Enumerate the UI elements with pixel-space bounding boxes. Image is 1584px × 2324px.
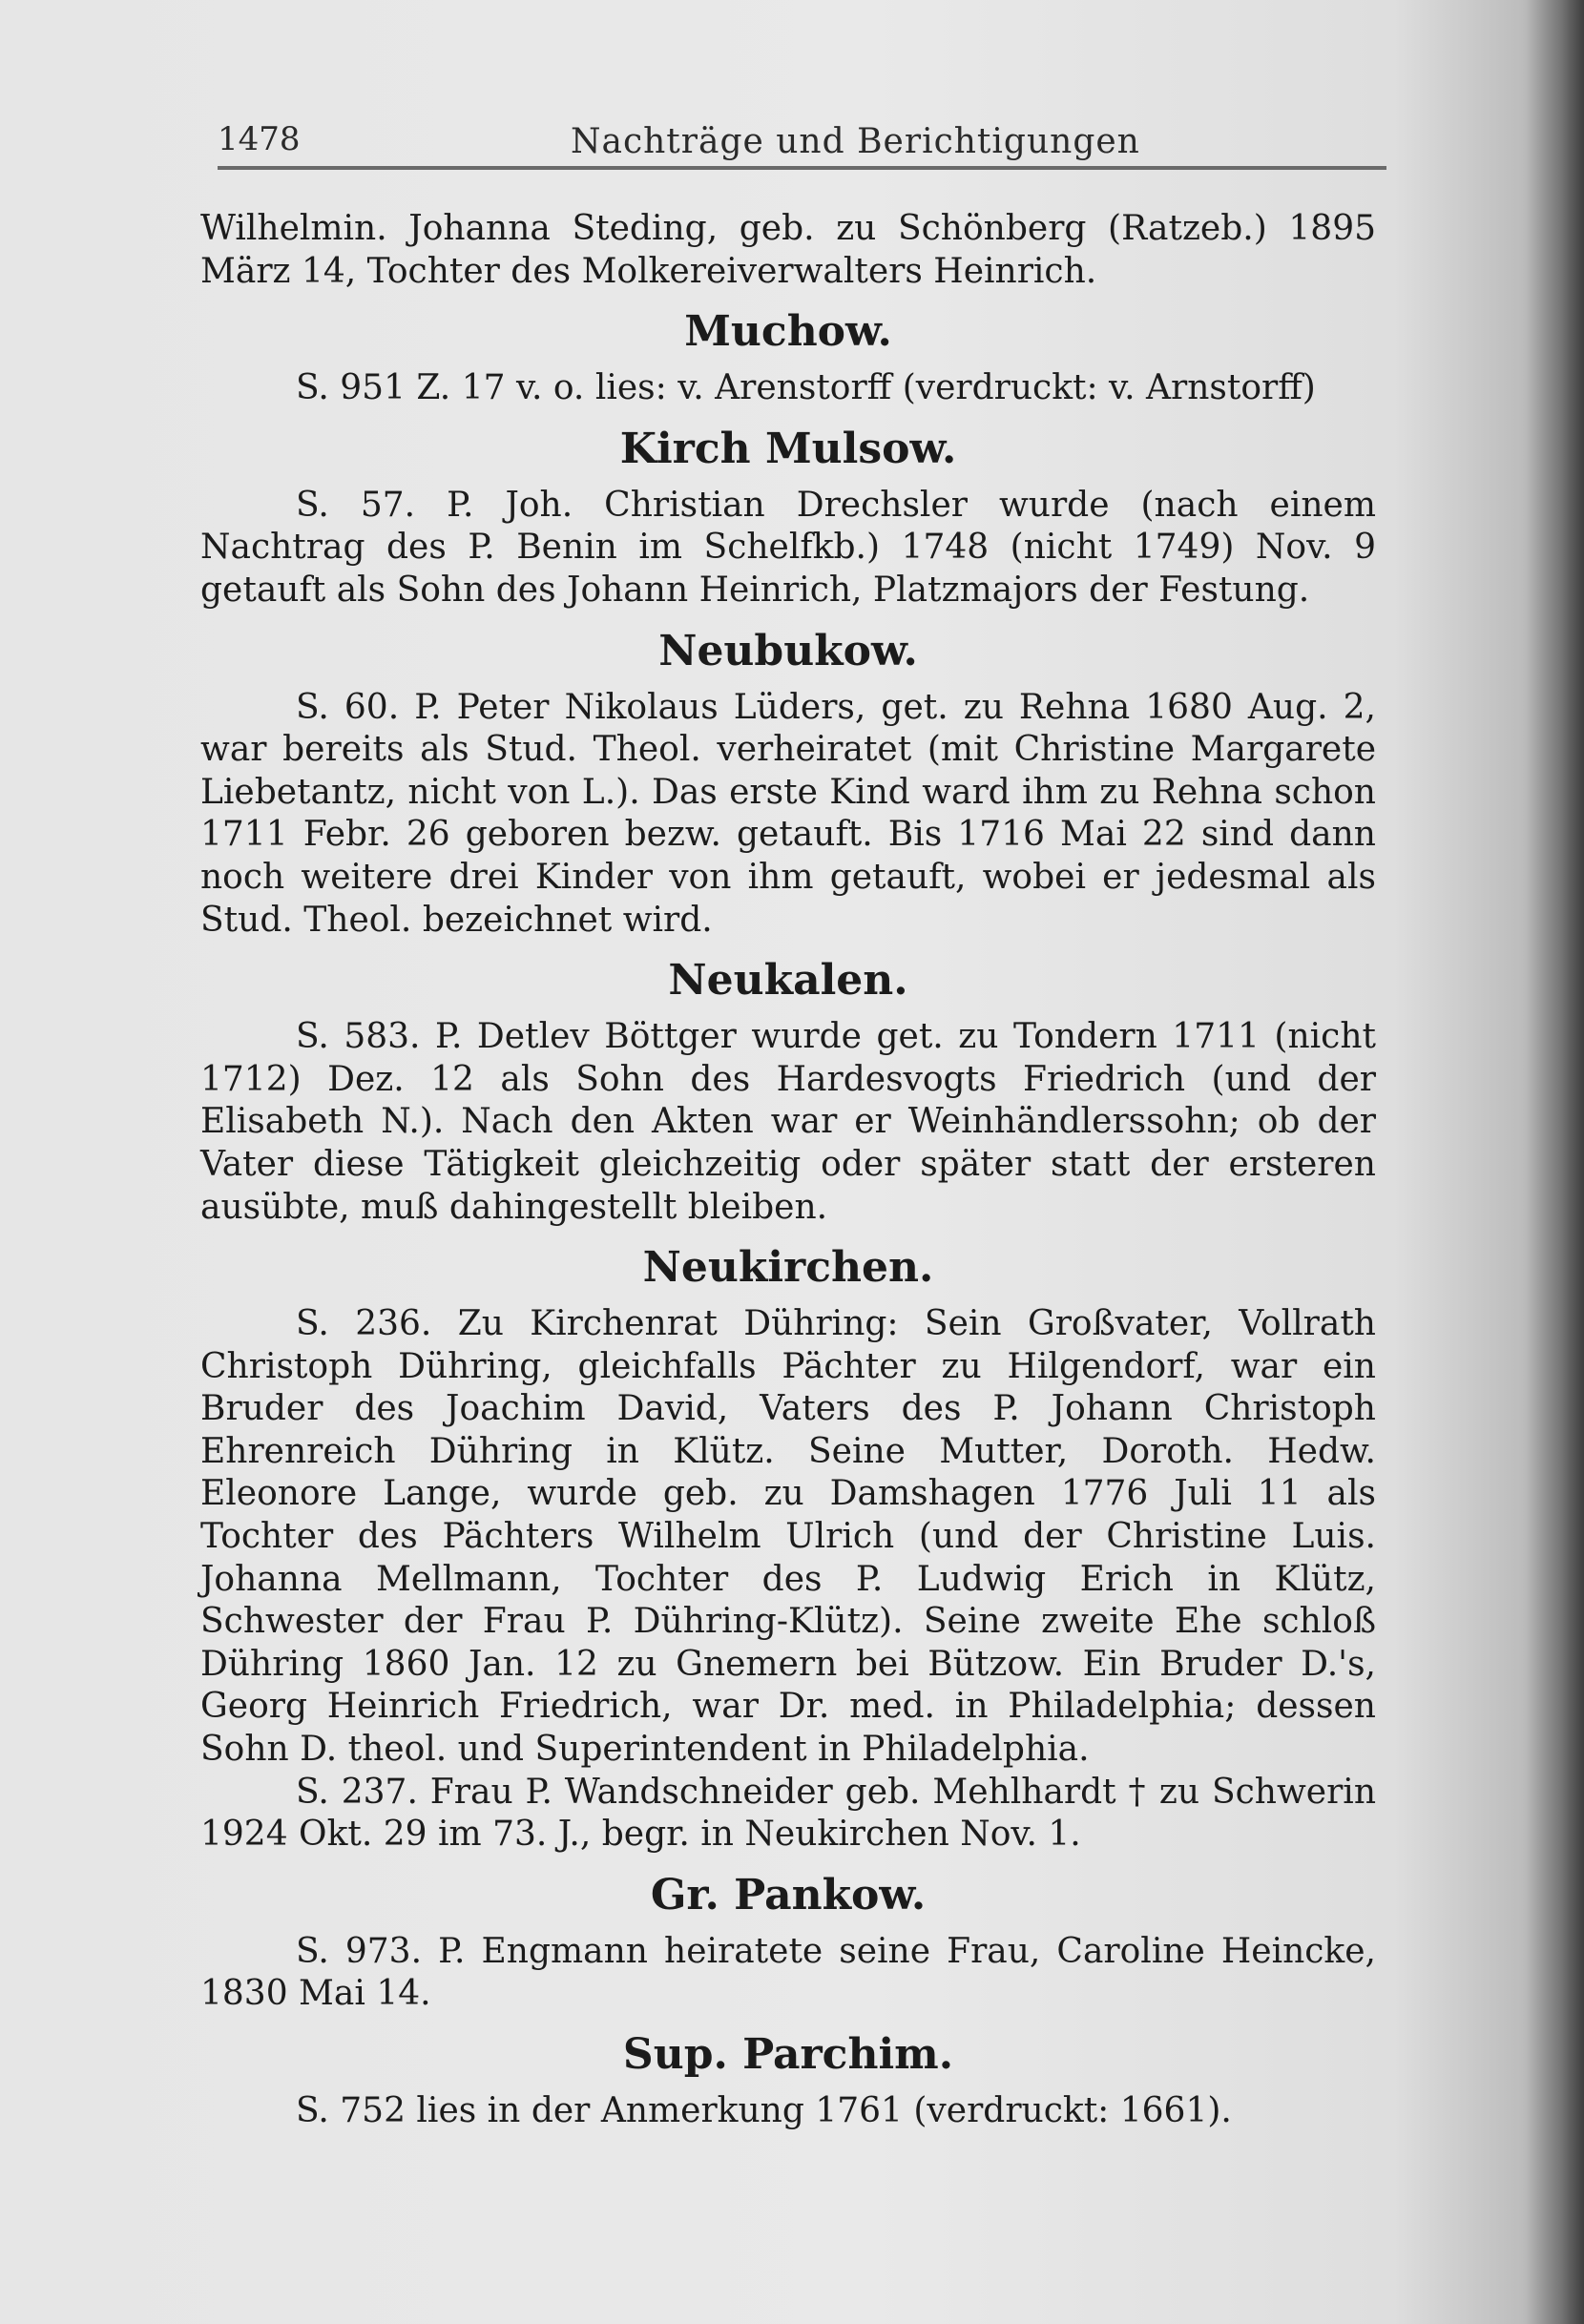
paragraph-neukirchen-1: S. 236. Zu Kirchenrat Dühring: Sein Großvater, Vollrath Christoph Dühring, gleichfalls Pächter zu Hilgendorf, war ein Bruder des Joachim David, Vaters des P. Johann Christoph Ehrenreich Dühring in Klütz. Seine Mutter, Doroth. Hedw. Eleonore Lange, wurde geb. zu Damshagen 1776 Juli 11 als Tochter des Pächters Wilhelm Ulrich (und der Christine Luis. Johanna Mellmann, Tochter des P. Ludwig Erich in Klütz, Schwester der Frau P. Dühring-Klütz). Seine zweite Ehe schloß Dühring 1860 Jan. 12 zu Gnemern bei Bützow. Ein Bruder D.'s, Georg Heinrich Friedrich, war Dr. med. in Philadelphia; dessen Sohn D. theol. und Superintendent in Philadelphia. — [200, 1304, 1376, 1770]
running-head-title: Nachträge und Berichtigungen — [571, 122, 1140, 161]
intro-paragraph: Wilhelmin. Johanna Steding, geb. zu Schönberg (Ratzeb.) 1895 März 14, Tochter des Molkereiverwalters Heinrich. — [200, 209, 1376, 291]
section-heading-neubukow: Neubukow. — [658, 626, 918, 675]
paragraph-kirch-mulsow: S. 57. P. Joh. Christian Drechsler wurde (nach einem Nachtrag des P. Benin im Schelfkb.) 1748 (nicht 1749) Nov. 9 getauft als Sohn des Johann Heinrich, Platzmajors der Festung. — [200, 485, 1376, 610]
header-rule — [218, 166, 1386, 170]
paragraph-neubukow: S. 60. P. Peter Nikolaus Lüders, get. zu Rehna 1680 Aug. 2, war bereits als Stud. Theol. verheiratet (mit Christine Margarete Liebetantz, nicht von L.). Das erste Kind ward ihm zu Rehna schon 1711 Febr. 26 geboren bezw. getauft. Bis 1716 Mai 22 sind dann noch weitere drei Kinder von ihm getauft, wobei er jedesmal als Stud. Theol. bezeichnet wird. — [200, 687, 1376, 940]
section-heading-sup-parchim: Sup. Parchim. — [622, 2030, 954, 2079]
page-edge-shadow — [1527, 0, 1584, 2324]
section-heading-neukalen: Neukalen. — [668, 956, 908, 1006]
running-head — [218, 113, 1382, 170]
paragraph-muchow: S. 951 Z. 17 v. o. lies: v. Arenstorff (verdruckt: v. Arnstorff) — [296, 368, 1316, 408]
paragraph-sup-parchim: S. 752 lies in der Anmerkung 1761 (verdruckt: 1661). — [296, 2091, 1232, 2130]
main-text — [200, 208, 1376, 2133]
section-heading-muchow: Muchow. — [684, 307, 892, 357]
section-heading-neukirchen: Neukirchen. — [642, 1243, 934, 1293]
section-heading-kirch-mulsow: Kirch Mulsow. — [619, 424, 957, 473]
paragraph-neukirchen-2: S. 237. Frau P. Wandschneider geb. Mehlhardt † zu Schwerin 1924 Okt. 29 im 73. J., begr. in Neukirchen Nov. 1. — [200, 1772, 1376, 1855]
section-heading-gr-pankow: Gr. Pankow. — [650, 1870, 927, 1919]
paragraph-neukalen: S. 583. P. Detlev Böttger wurde get. zu Tondern 1711 (nicht 1712) Dez. 12 als Sohn des Hardesvogts Friedrich (und der Elisabeth N.). Nach den Akten war er Weinhändlerssohn; ob der Vater diese Tätigkeit gleichzeitig oder später statt der ersteren ausübte, muß dahingestellt bleiben. — [200, 1017, 1376, 1227]
page-number: 1478 — [218, 120, 301, 158]
paragraph-gr-pankow: S. 973. P. Engmann heiratete seine Frau, Caroline Heincke, 1830 Mai 14. — [200, 1931, 1376, 2014]
